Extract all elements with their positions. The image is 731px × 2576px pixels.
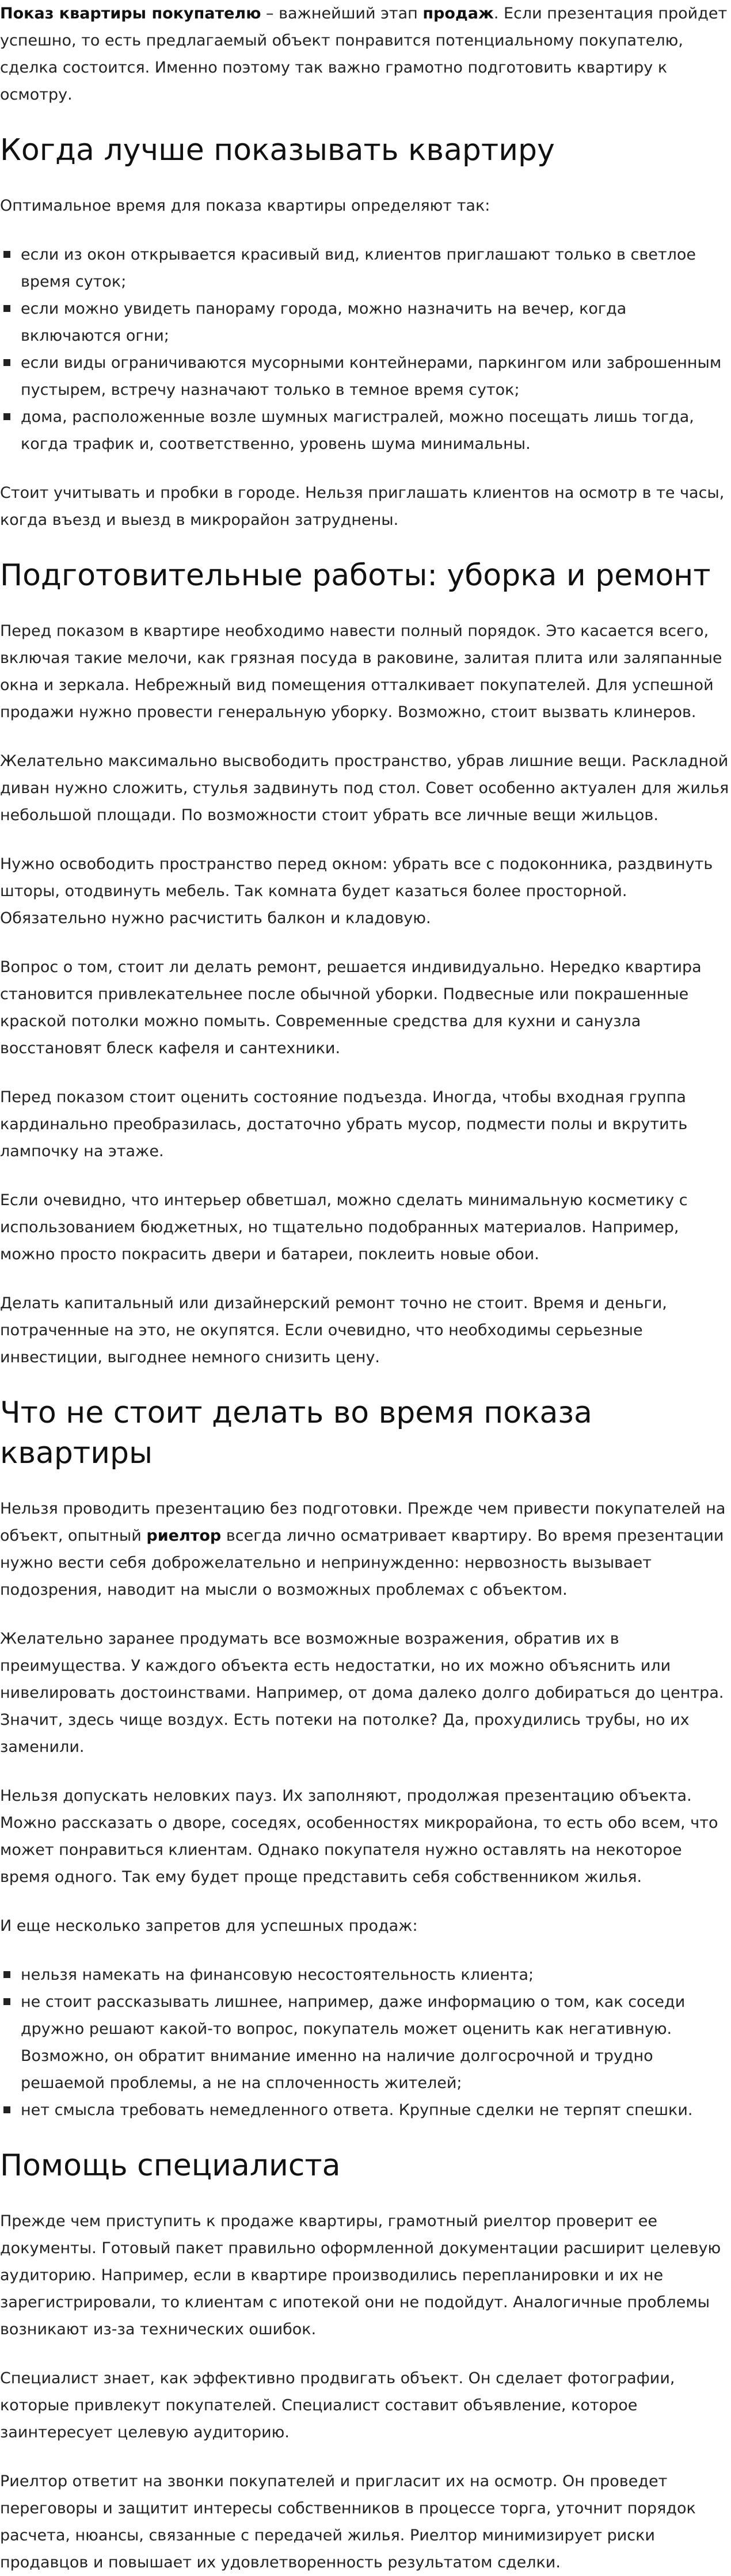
- paragraph: Нужно освободить пространство перед окном: убрать все с подоконника, раздвинуть шторы, отодвинуть мебель. Так комната будет казаться более просторной. Обязательно нужно расчистить балкон и кладовую.: [0, 855, 713, 927]
- presentation-paragraph: [0, 1495, 731, 1603]
- traffic-paragraph: Стоит учитывать и пробки в городе. Нельзя приглашать клиентов на осмотр в те часы, когда въезд и выезд в микрорайон затруднены.: [0, 484, 725, 529]
- intro-strong-showing: Показ квартиры покупателю: [0, 5, 261, 22]
- list-item-text: не стоит рассказывать лишнее, например, даже информацию о том, как соседи дружно решают какой-то вопрос, покупатель может оценить как негативную. Возможно, он обратит внимание именно на наличие долгосрочной и трудно решаемой проблемы, а не на сплоченность жителей;: [21, 1993, 686, 2092]
- list-item-text: если можно увидеть панораму города, можно назначить на вечер, когда включаются огни;: [21, 300, 627, 345]
- list-item-text: нельзя намекать на финансовую несостоятельность клиента;: [21, 1966, 534, 1984]
- bullet-icon: [3, 305, 10, 312]
- paragraph: Перед показом стоит оценить состояние подъезда. Иногда, чтобы входная группа кардинально преобразилась, достаточно убрать мусор, подмести полы и вкрутить лампочку на этаже.: [0, 1088, 688, 1160]
- list-item: [0, 349, 731, 403]
- bullet-icon: [3, 359, 10, 366]
- bullet-icon: [3, 1971, 10, 1978]
- list-item: [0, 1961, 731, 1988]
- intro-text-1: – важнейший этап: [261, 5, 423, 22]
- heading-when-to-show: Когда лучше показывать квартиру: [0, 133, 555, 167]
- bullet-icon: [3, 2106, 10, 2113]
- heading-what-not-to-do: Что не стоит делать во время показа квартиры: [0, 1396, 592, 1470]
- list-item-text: дома, расположенные возле шумных магистралей, можно посещать лишь тогда, когда трафик и, соответственно, уровень шума минимальны.: [21, 408, 694, 453]
- paragraph: Желательно максимально высвободить пространство, убрав лишние вещи. Раскладной диван нужно сложить, стулья задвинуть под стол. Совет особенно актуален для жилья небольшой площади. По возможности стоит убрать все личные вещи жильцов.: [0, 752, 729, 824]
- paragraph: И еще несколько запретов для успешных продаж:: [0, 1917, 418, 1935]
- list-item-text: если виды ограничиваются мусорными контейнерами, паркингом или заброшенным пустырем, встречу назначают только в темное время суток;: [21, 354, 722, 399]
- paragraph: Специалист знает, как эффективно продвигать объект. Он сделает фотографии, которые привлекут покупателей. Специалист составит объявление, которое заинтересует целевую аудиторию.: [0, 2369, 675, 2441]
- bullet-icon: [3, 251, 10, 258]
- intro-paragraph: [0, 0, 731, 108]
- bullet-icon: [3, 1998, 10, 2005]
- prohibitions-list: [0, 1961, 731, 2124]
- list-item: [0, 403, 731, 458]
- heading-specialist-help: Помощь специалиста: [0, 2148, 341, 2183]
- when-intro-paragraph: Оптимальное время для показа квартиры определяют так:: [0, 197, 490, 215]
- paragraph: Прежде чем приступить к продаже квартиры, грамотный риелтор проверит ее документы. Готовый пакет правильно оформленной документации расширит целевую аудиторию. Например, если в квартире производились перепланировки и их не зарегистрировали, то клиентам с ипотекой они не подойдут. Аналогичные проблемы возникают из-за технических ошибок.: [0, 2212, 721, 2338]
- list-item: [0, 295, 731, 349]
- intro-text-2: . Если презентация пройдет успешно, то есть предлагаемый объект понравится потенциальному покупателю, сделка состоится. Именно поэтому так важно грамотно подготовить квартиру к осмотру.: [0, 5, 728, 104]
- paragraph: Перед показом в квартире необходимо навести полный порядок. Это касается всего, включая такие мелочи, как грязная посуда в раковине, залитая плита или заляпанные окна и зеркала. Небрежный вид помещения отталкивает покупателей. Для успешной продажи нужно провести генеральную уборку. Возможно, стоит вызвать клинеров.: [0, 622, 722, 721]
- paragraph-text: Нельзя проводить презентацию без подготовки. Прежде чем привести покупателей на объект, опытный: [0, 1500, 726, 1545]
- link-realtor[interactable]: риелтор: [146, 1527, 222, 1545]
- link-sales[interactable]: продаж: [422, 5, 494, 22]
- paragraph: Делать капитальный или дизайнерский ремонт точно не стоит. Время и деньги, потраченные на это, не окупятся. Если очевидно, что необходимы серьезные инвестиции, выгоднее немного снизить цену.: [0, 1294, 667, 1366]
- paragraph: Нельзя допускать неловких пауз. Их заполняют, продолжая презентацию объекта. Можно рассказать о дворе, соседях, особенностях микрорайона, то есть обо всем, что может понравиться клиентам. Однако покупателя нужно оставлять на некоторое время одного. Так ему будет проще представить себя собственником жилья.: [0, 1787, 718, 1886]
- paragraph: Желательно заранее продумать все возможные возражения, обратив их в преимущества. У каждого объекта есть недостатки, но их можно объяснить или нивелировать достоинствами. Например, от дома далеко долго добираться до центра. Значит, здесь чище воздух. Есть потеки на потолке? Да, прохудились трубы, но их заменили.: [0, 1630, 724, 1756]
- when-list: [0, 241, 731, 458]
- paragraph: Риелтор ответит на звонки покупателей и пригласит их на осмотр. Он проведет переговоры и защитит интересы собственников в процессе торга, уточнит порядок расчета, нюансы, связанные с передачей жилья. Риелтор минимизирует риски продавцов и повышает их удовлетворенность результатом сделки.: [0, 2472, 696, 2571]
- list-item-text: нет смысла требовать немедленного ответа. Крупные сделки не терпят спешки.: [21, 2101, 693, 2119]
- paragraph: Если очевидно, что интерьер обветшал, можно сделать минимальную косметику с использованием бюджетных, но тщательно подобранных материалов. Например, можно просто покрасить двери и батареи, поклеить новые обои.: [0, 1191, 688, 1263]
- paragraph-text: всегда лично осматривает квартиру. Во время презентации нужно вести себя доброжелательно и непринужденно: нервозность вызывает подозрения, наводит на мысли о возможных проблемах с объектом.: [0, 1527, 724, 1599]
- list-item: [0, 241, 731, 295]
- list-item: [0, 1988, 731, 2097]
- list-item: [0, 2097, 731, 2124]
- paragraph: Вопрос о том, стоит ли делать ремонт, решается индивидуально. Нередко квартира становится привлекательнее после обычной уборки. Подвесные или покрашенные краской потолки можно помыть. Современные средства для кухни и санузла восстановят блеск кафеля и сантехники.: [0, 958, 702, 1057]
- bullet-icon: [3, 413, 10, 420]
- list-item-text: если из окон открывается красивый вид, клиентов приглашают только в светлое время суток;: [21, 246, 696, 291]
- heading-preparation: Подготовительные работы: уборка и ремонт: [0, 558, 711, 593]
